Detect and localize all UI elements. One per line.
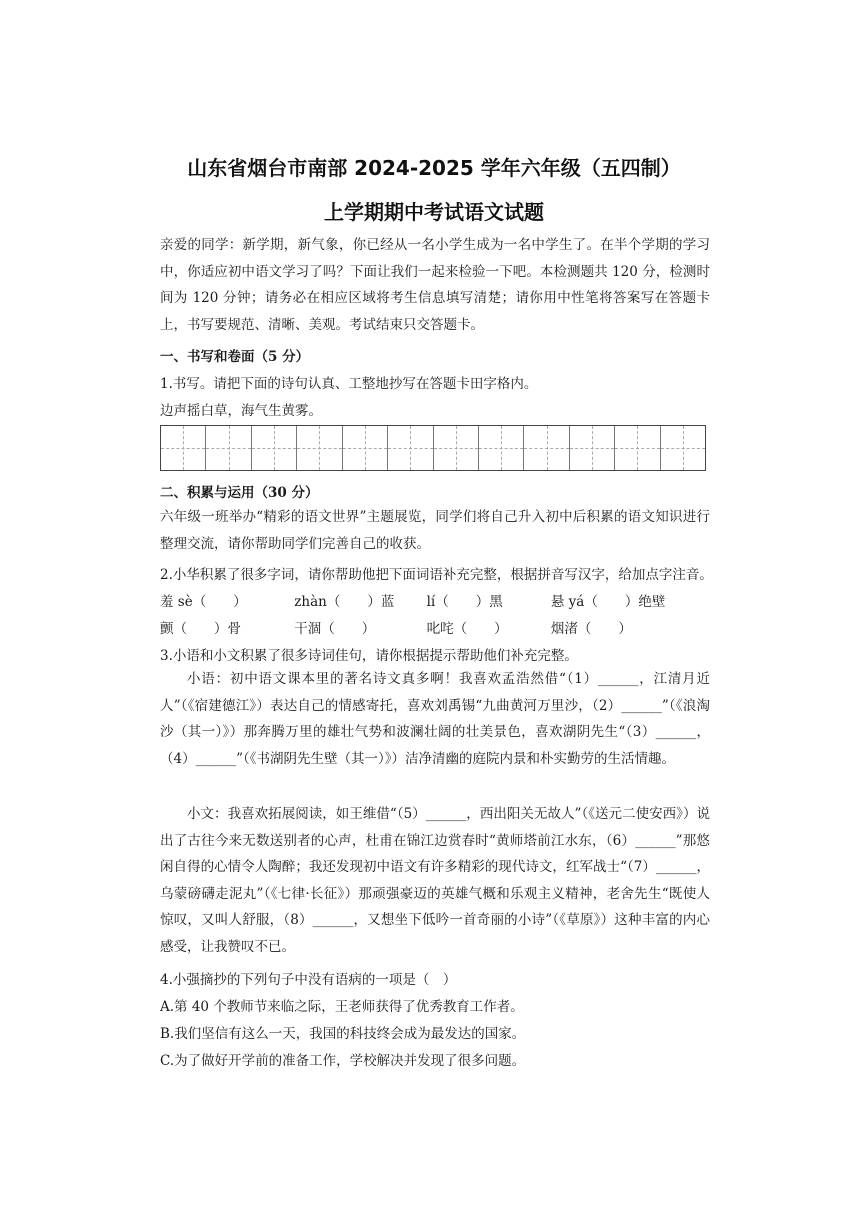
grid-cell[interactable]: [570, 426, 615, 470]
question-3-paragraph-1: 小语：初中语文课本里的著名诗文真多啊！我喜欢孟浩然借“（1）______，江清月近人”（《宿建德江》）表达自己的情感寄托，喜欢刘禹锡“九曲黄河万里沙，（2）______”（《浪淘沙（其一）》）那奔腾万里的雄壮气势和波澜壮阔的壮美景色，喜欢湖阴先生“（3）______，（4）______”（《书湖阴先生壁（其一）》）洁净清幽的庭院内景和朴实勤劳的生活情趣。: [160, 671, 710, 767]
q2-item: 羞 sè（ ）: [160, 594, 247, 610]
question-4-option-b: B.我们坚信有这么一天，我国的科技终会成为最发达的国家。: [160, 1026, 526, 1042]
section1-heading: 一、书写和卷面（5 分）: [160, 349, 310, 365]
grid-cell[interactable]: [661, 426, 705, 470]
grid-cell[interactable]: [615, 426, 660, 470]
question-3-paragraph-2: 小文：我喜欢拓展阅读，如王维借“（5）______，西出阳关无故人”（《送元二使安西》）说出了古往今来无数送别者的心声，杜甫在锦江边赏春时“黄师塔前江水东，（6）______”那悠闲自得的心情令人陶醉；我还发现初中语文有许多精彩的现代诗文，红军战士“（7）______，乌蒙磅礴走泥丸”（《七律·长征》）那顽强豪迈的英雄气概和乐观主义精神，老舍先生“既使人惊叹，又叫人舒服，（8）______，又想坐下低吟一首奇丽的小诗”（《草原》）这种丰富的内心感受，让我赞叹不已。: [160, 806, 710, 955]
grid-cell[interactable]: [161, 426, 206, 470]
tianzige-writing-grid[interactable]: [160, 425, 706, 471]
section2-heading: 二、积累与运用（30 分）: [160, 485, 319, 501]
grid-cell[interactable]: [388, 426, 433, 470]
question-4: 4.小强摘抄的下列句子中没有语病的一项是（ ）: [160, 972, 457, 988]
grid-cell[interactable]: [252, 426, 297, 470]
grid-cell[interactable]: [297, 426, 342, 470]
verse-to-copy: 边声摇白草，海气生黄雾。: [160, 403, 322, 419]
grid-cell[interactable]: [479, 426, 524, 470]
exam-instructions: 亲爱的同学：新学期，新气象，你已经从一名小学生成为一名中学生了。在半个学期的学习中，你适应初中语文学习了吗？下面让我们一起来检验一下吧。本检测题共 120 分，检测时间为 120 分钟；请务必在相应区域将考生信息填写清楚；请你用中性笔将答案写在答题卡上，书写要规范、清晰、美观。考试结束只交答题卡。: [160, 237, 710, 333]
question-4-option-c: C.为了做好开学前的准备工作，学校解决并发现了很多问题。: [160, 1053, 526, 1069]
question-2: 2.小华积累了很多字词，请你帮助他把下面词语补充完整，根据拼音写汉字，给加点字注音。: [160, 567, 713, 583]
exam-title-line2: 上学期期中考试语文试题: [324, 200, 544, 224]
grid-cell[interactable]: [434, 426, 479, 470]
grid-cell[interactable]: [343, 426, 388, 470]
q2-item: 颤（ ）骨: [160, 621, 241, 637]
q2-item: zhàn（ ）蓝: [294, 594, 395, 610]
q2-item: lí（ ）黑: [426, 594, 503, 610]
grid-cell[interactable]: [524, 426, 569, 470]
question-1: 1.书写。请把下面的诗句认真、工整地抄写在答题卡田字格内。: [160, 376, 538, 392]
section2-intro: 六年级一班举办“精彩的语文世界”主题展览，同学们将自己升入初中后积累的语文知识进行整理交流，请你帮助同学们完善自己的收获。: [160, 509, 710, 552]
question-3: 3.小语和小文积累了很多诗词佳句，请你根据提示帮助他们补充完整。: [160, 648, 578, 664]
grid-cell[interactable]: [206, 426, 251, 470]
q2-item: 干涸（ ）: [294, 621, 376, 637]
q2-item: 烟渚（ ）: [550, 621, 632, 637]
question-4-option-a: A.第 40 个教师节来临之际，王老师获得了优秀教育工作者。: [160, 999, 524, 1015]
q2-item: 叱咤（ ）: [426, 621, 508, 637]
question-2-row1: [160, 590, 701, 610]
question-2-row2: [160, 617, 701, 637]
exam-title-line1: 山东省烟台市南部 2024-2025 学年六年级（五四制）: [187, 156, 681, 180]
q2-item: 悬 yá（ ）绝壁: [550, 594, 666, 610]
